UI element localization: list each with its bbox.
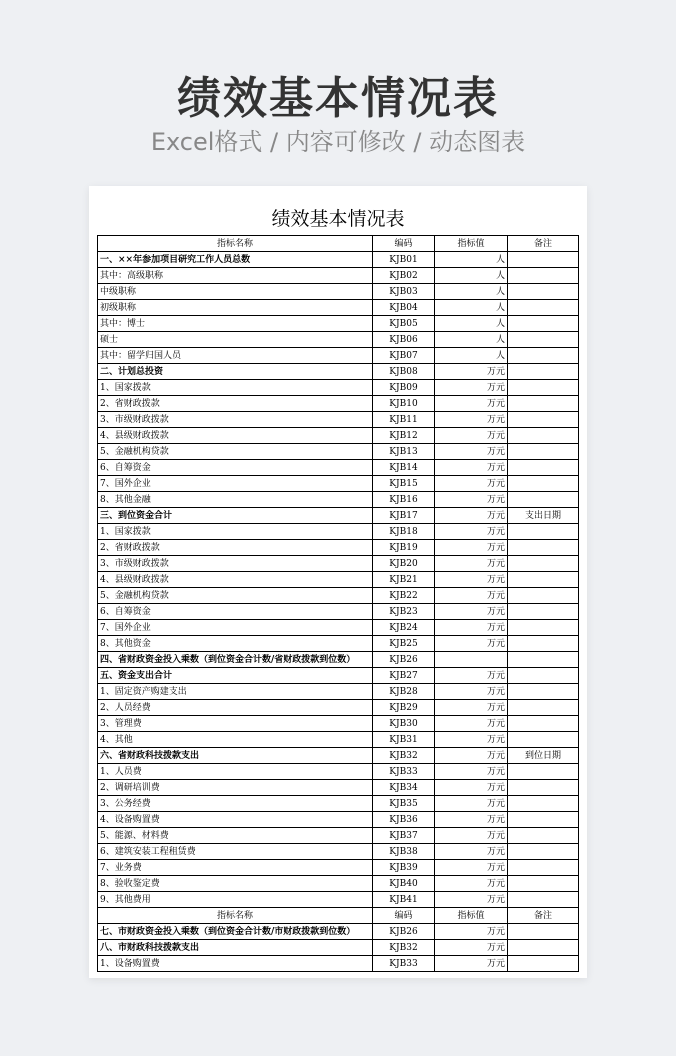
cell-value-unit: 万元 bbox=[435, 380, 508, 396]
cell-indicator-name: 8、其他资金 bbox=[98, 636, 373, 652]
cell-code: KJB17 bbox=[373, 508, 435, 524]
cell-indicator-name: 4、县级财政拨款 bbox=[98, 428, 373, 444]
cell-indicator-name: 一、××年参加项目研究工作人员总数 bbox=[98, 252, 373, 268]
cell-code: KJB01 bbox=[373, 252, 435, 268]
cell-value-unit: 万元 bbox=[435, 748, 508, 764]
cell-value-unit: 人 bbox=[435, 316, 508, 332]
cell-value-unit: 万元 bbox=[435, 940, 508, 956]
cell-code: KJB33 bbox=[373, 764, 435, 780]
cell-code: 编码 bbox=[373, 908, 435, 924]
cell-note bbox=[508, 684, 579, 700]
cell-note bbox=[508, 668, 579, 684]
cell-code: KJB13 bbox=[373, 444, 435, 460]
cell-value-unit: 万元 bbox=[435, 844, 508, 860]
cell-indicator-name: 5、能源、材料费 bbox=[98, 828, 373, 844]
cell-code: KJB27 bbox=[373, 668, 435, 684]
cell-note bbox=[508, 284, 579, 300]
table-row bbox=[98, 668, 579, 684]
table-row bbox=[98, 428, 579, 444]
cell-code: KJB29 bbox=[373, 700, 435, 716]
cell-note bbox=[508, 652, 579, 668]
cell-code: KJB18 bbox=[373, 524, 435, 540]
table-row bbox=[98, 796, 579, 812]
cell-code: KJB04 bbox=[373, 300, 435, 316]
table-row bbox=[98, 524, 579, 540]
cell-note bbox=[508, 332, 579, 348]
cell-indicator-name: 6、自筹资金 bbox=[98, 604, 373, 620]
table-row bbox=[98, 860, 579, 876]
cell-value-unit: 万元 bbox=[435, 828, 508, 844]
cell-value-unit: 万元 bbox=[435, 764, 508, 780]
cell-note bbox=[508, 380, 579, 396]
cell-code: KJB32 bbox=[373, 940, 435, 956]
table-row bbox=[98, 364, 579, 380]
cell-code: KJB30 bbox=[373, 716, 435, 732]
cell-value-unit: 人 bbox=[435, 268, 508, 284]
cell-note bbox=[508, 716, 579, 732]
table-row bbox=[98, 732, 579, 748]
cell-code: KJB25 bbox=[373, 636, 435, 652]
cell-code: KJB37 bbox=[373, 828, 435, 844]
cell-indicator-name: 4、县级财政拨款 bbox=[98, 572, 373, 588]
table-header-row bbox=[98, 236, 579, 252]
table-row bbox=[98, 700, 579, 716]
cell-value-unit: 万元 bbox=[435, 668, 508, 684]
cell-note bbox=[508, 620, 579, 636]
cell-code: KJB35 bbox=[373, 796, 435, 812]
cell-value-unit: 人 bbox=[435, 348, 508, 364]
cell-code: KJB06 bbox=[373, 332, 435, 348]
table-row bbox=[98, 252, 579, 268]
cell-value-unit: 人 bbox=[435, 300, 508, 316]
cell-note bbox=[508, 572, 579, 588]
cell-code: KJB38 bbox=[373, 844, 435, 860]
table-row bbox=[98, 620, 579, 636]
cell-code: KJB31 bbox=[373, 732, 435, 748]
cell-indicator-name: 1、国家拨款 bbox=[98, 524, 373, 540]
cell-note bbox=[508, 252, 579, 268]
table-row bbox=[98, 940, 579, 956]
cell-note bbox=[508, 268, 579, 284]
cell-code: KJB07 bbox=[373, 348, 435, 364]
cell-value-unit: 万元 bbox=[435, 556, 508, 572]
cell-value-unit: 万元 bbox=[435, 620, 508, 636]
cell-value-unit: 万元 bbox=[435, 732, 508, 748]
cell-value-unit: 万元 bbox=[435, 796, 508, 812]
cell-note bbox=[508, 860, 579, 876]
table-row bbox=[98, 956, 579, 972]
table-row bbox=[98, 876, 579, 892]
cell-note bbox=[508, 700, 579, 716]
table-row bbox=[98, 492, 579, 508]
table-row bbox=[98, 284, 579, 300]
cell-value-unit: 万元 bbox=[435, 604, 508, 620]
table-row bbox=[98, 540, 579, 556]
cell-note bbox=[508, 476, 579, 492]
cell-indicator-name: 3、管理费 bbox=[98, 716, 373, 732]
table-row bbox=[98, 748, 579, 764]
cell-indicator-name: 指标名称 bbox=[98, 908, 373, 924]
table-row bbox=[98, 300, 579, 316]
cell-note bbox=[508, 348, 579, 364]
cell-code: KJB41 bbox=[373, 892, 435, 908]
cell-value-unit: 万元 bbox=[435, 364, 508, 380]
cell-note: 备注 bbox=[508, 908, 579, 924]
cell-note bbox=[508, 812, 579, 828]
cell-note bbox=[508, 588, 579, 604]
cell-value-unit: 人 bbox=[435, 284, 508, 300]
cell-indicator-name: 二、计划总投资 bbox=[98, 364, 373, 380]
cell-value-unit: 万元 bbox=[435, 716, 508, 732]
cell-indicator-name: 1、国家拨款 bbox=[98, 380, 373, 396]
cell-code: KJB02 bbox=[373, 268, 435, 284]
cell-indicator-name: 3、市级财政拨款 bbox=[98, 412, 373, 428]
table-row bbox=[98, 268, 579, 284]
cell-note bbox=[508, 460, 579, 476]
cell-note: 到位日期 bbox=[508, 748, 579, 764]
cell-note bbox=[508, 892, 579, 908]
cell-note bbox=[508, 636, 579, 652]
cell-code: KJB33 bbox=[373, 956, 435, 972]
cell-indicator-name: 四、省财政资金投入乘数（到位资金合计数/省财政拨款到位数） bbox=[98, 652, 373, 668]
cell-indicator-name: 7、国外企业 bbox=[98, 476, 373, 492]
sheet-title: 绩效基本情况表 bbox=[271, 208, 405, 230]
cell-code: KJB08 bbox=[373, 364, 435, 380]
cell-code: KJB26 bbox=[373, 652, 435, 668]
column-header-note: 备注 bbox=[508, 236, 579, 252]
table-row bbox=[98, 348, 579, 364]
cell-note bbox=[508, 780, 579, 796]
spreadsheet-preview bbox=[89, 186, 587, 978]
cell-note bbox=[508, 428, 579, 444]
cell-code: KJB19 bbox=[373, 540, 435, 556]
cell-value-unit: 万元 bbox=[435, 444, 508, 460]
cell-indicator-name: 2、省财政拨款 bbox=[98, 396, 373, 412]
cell-value-unit: 指标值 bbox=[435, 908, 508, 924]
cell-indicator-name: 1、固定资产购建支出 bbox=[98, 684, 373, 700]
table-row bbox=[98, 764, 579, 780]
cell-value-unit: 万元 bbox=[435, 876, 508, 892]
table-row bbox=[98, 316, 579, 332]
cell-indicator-name: 3、市级财政拨款 bbox=[98, 556, 373, 572]
cell-code: KJB32 bbox=[373, 748, 435, 764]
cell-value-unit bbox=[435, 652, 508, 668]
cell-value-unit: 万元 bbox=[435, 428, 508, 444]
cell-note bbox=[508, 876, 579, 892]
table-row bbox=[98, 684, 579, 700]
table-row bbox=[98, 412, 579, 428]
cell-code: KJB28 bbox=[373, 684, 435, 700]
cell-indicator-name: 7、国外企业 bbox=[98, 620, 373, 636]
cell-value-unit: 人 bbox=[435, 252, 508, 268]
cell-value-unit: 万元 bbox=[435, 860, 508, 876]
table-row bbox=[98, 476, 579, 492]
cell-code: KJB03 bbox=[373, 284, 435, 300]
cell-indicator-name: 9、其他费用 bbox=[98, 892, 373, 908]
table-row bbox=[98, 812, 579, 828]
table-row bbox=[98, 444, 579, 460]
cell-code: KJB24 bbox=[373, 620, 435, 636]
cell-note bbox=[508, 316, 579, 332]
performance-table bbox=[97, 235, 579, 972]
cell-code: KJB15 bbox=[373, 476, 435, 492]
cell-note bbox=[508, 492, 579, 508]
table-row bbox=[98, 924, 579, 940]
table-row bbox=[98, 396, 579, 412]
cell-indicator-name: 初级职称 bbox=[98, 300, 373, 316]
cell-value-unit: 万元 bbox=[435, 460, 508, 476]
cell-indicator-name: 4、设备购置费 bbox=[98, 812, 373, 828]
cell-note bbox=[508, 940, 579, 956]
cell-code: KJB21 bbox=[373, 572, 435, 588]
cell-code: KJB40 bbox=[373, 876, 435, 892]
cell-value-unit: 万元 bbox=[435, 588, 508, 604]
cell-code: KJB34 bbox=[373, 780, 435, 796]
cell-indicator-name: 2、人员经费 bbox=[98, 700, 373, 716]
cell-note bbox=[508, 524, 579, 540]
cell-value-unit: 万元 bbox=[435, 780, 508, 796]
cell-note bbox=[508, 556, 579, 572]
cell-indicator-name: 2、省财政拨款 bbox=[98, 540, 373, 556]
cell-note bbox=[508, 828, 579, 844]
column-header-name: 指标名称 bbox=[98, 236, 373, 252]
cell-note bbox=[508, 364, 579, 380]
table-row bbox=[98, 828, 579, 844]
cell-indicator-name: 8、验收鉴定费 bbox=[98, 876, 373, 892]
cell-indicator-name: 其中：博士 bbox=[98, 316, 373, 332]
cell-indicator-name: 五、资金支出合计 bbox=[98, 668, 373, 684]
cell-indicator-name: 其中：留学归国人员 bbox=[98, 348, 373, 364]
cell-value-unit: 万元 bbox=[435, 412, 508, 428]
cell-code: KJB39 bbox=[373, 860, 435, 876]
cell-code: KJB23 bbox=[373, 604, 435, 620]
table-row bbox=[98, 460, 579, 476]
cell-indicator-name: 其中：高级职称 bbox=[98, 268, 373, 284]
column-header-value: 指标值 bbox=[435, 236, 508, 252]
cell-note bbox=[508, 444, 579, 460]
cell-note bbox=[508, 924, 579, 940]
cell-indicator-name: 4、其他 bbox=[98, 732, 373, 748]
cell-note bbox=[508, 764, 579, 780]
cell-indicator-name: 5、金融机构贷款 bbox=[98, 444, 373, 460]
cell-indicator-name: 三、到位资金合计 bbox=[98, 508, 373, 524]
cell-code: KJB14 bbox=[373, 460, 435, 476]
cell-indicator-name: 硕士 bbox=[98, 332, 373, 348]
cell-value-unit: 万元 bbox=[435, 684, 508, 700]
cell-code: KJB11 bbox=[373, 412, 435, 428]
cell-note bbox=[508, 796, 579, 812]
table-row bbox=[98, 508, 579, 524]
cell-note bbox=[508, 300, 579, 316]
table-row bbox=[98, 780, 579, 796]
cell-value-unit: 万元 bbox=[435, 476, 508, 492]
cell-value-unit: 万元 bbox=[435, 924, 508, 940]
cell-indicator-name: 7、业务费 bbox=[98, 860, 373, 876]
cell-indicator-name: 6、自筹资金 bbox=[98, 460, 373, 476]
cell-code: KJB36 bbox=[373, 812, 435, 828]
cell-value-unit: 万元 bbox=[435, 572, 508, 588]
table-row bbox=[98, 588, 579, 604]
column-header-code: 编码 bbox=[373, 236, 435, 252]
cell-code: KJB20 bbox=[373, 556, 435, 572]
cell-value-unit: 万元 bbox=[435, 508, 508, 524]
cell-note bbox=[508, 396, 579, 412]
page-title: 绩效基本情况表 bbox=[177, 73, 499, 124]
table-subheader-row bbox=[98, 908, 579, 924]
table-row bbox=[98, 652, 579, 668]
cell-indicator-name: 2、调研培训费 bbox=[98, 780, 373, 796]
cell-indicator-name: 1、设备购置费 bbox=[98, 956, 373, 972]
table-row bbox=[98, 556, 579, 572]
cell-value-unit: 万元 bbox=[435, 700, 508, 716]
cell-code: KJB05 bbox=[373, 316, 435, 332]
cell-indicator-name: 3、公务经费 bbox=[98, 796, 373, 812]
cell-indicator-name: 1、人员费 bbox=[98, 764, 373, 780]
page-subtitle: Excel格式 / 内容可修改 / 动态图表 bbox=[150, 128, 526, 156]
table-row bbox=[98, 572, 579, 588]
cell-note bbox=[508, 844, 579, 860]
cell-note bbox=[508, 732, 579, 748]
cell-value-unit: 万元 bbox=[435, 524, 508, 540]
cell-code: KJB10 bbox=[373, 396, 435, 412]
cell-value-unit: 万元 bbox=[435, 396, 508, 412]
cell-value-unit: 万元 bbox=[435, 492, 508, 508]
cell-indicator-name: 6、建筑安装工程租赁费 bbox=[98, 844, 373, 860]
cell-note bbox=[508, 412, 579, 428]
cell-code: KJB16 bbox=[373, 492, 435, 508]
cell-value-unit: 万元 bbox=[435, 892, 508, 908]
cell-indicator-name: 5、金融机构贷款 bbox=[98, 588, 373, 604]
table-row bbox=[98, 844, 579, 860]
cell-indicator-name: 8、其他金融 bbox=[98, 492, 373, 508]
cell-note bbox=[508, 604, 579, 620]
table-row bbox=[98, 636, 579, 652]
cell-note: 支出日期 bbox=[508, 508, 579, 524]
table-row bbox=[98, 892, 579, 908]
cell-code: KJB09 bbox=[373, 380, 435, 396]
cell-note bbox=[508, 540, 579, 556]
cell-indicator-name: 六、省财政科技拨款支出 bbox=[98, 748, 373, 764]
cell-note bbox=[508, 956, 579, 972]
cell-value-unit: 万元 bbox=[435, 636, 508, 652]
cell-indicator-name: 八、市财政科技拨款支出 bbox=[98, 940, 373, 956]
table-row bbox=[98, 716, 579, 732]
cell-value-unit: 人 bbox=[435, 332, 508, 348]
cell-code: KJB26 bbox=[373, 924, 435, 940]
cell-value-unit: 万元 bbox=[435, 812, 508, 828]
table-row bbox=[98, 332, 579, 348]
cell-code: KJB22 bbox=[373, 588, 435, 604]
cell-code: KJB12 bbox=[373, 428, 435, 444]
table-row bbox=[98, 380, 579, 396]
cell-value-unit: 万元 bbox=[435, 540, 508, 556]
cell-value-unit: 万元 bbox=[435, 956, 508, 972]
cell-indicator-name: 中级职称 bbox=[98, 284, 373, 300]
cell-indicator-name: 七、市财政资金投入乘数（到位资金合计数/市财政拨款到位数） bbox=[98, 924, 373, 940]
table-row bbox=[98, 604, 579, 620]
